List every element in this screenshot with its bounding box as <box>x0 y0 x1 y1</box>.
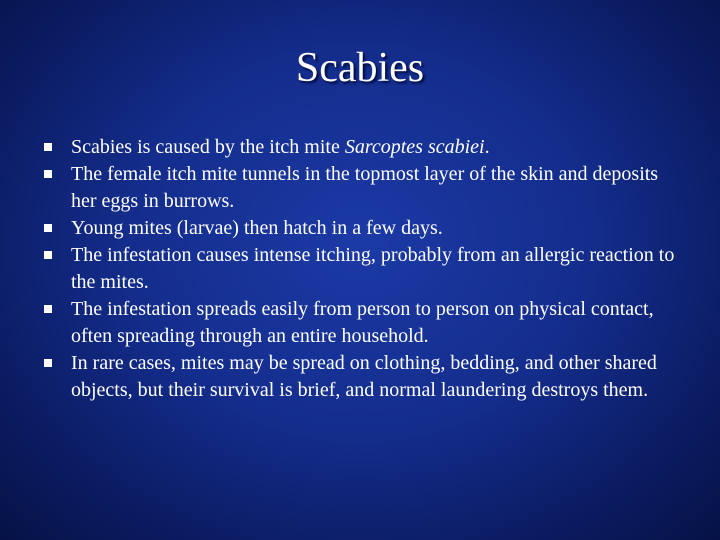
bullet-text: Young mites (larvae) then hatch in a few days. <box>71 217 443 239</box>
square-bullet-icon <box>44 170 52 178</box>
list-item <box>40 134 680 161</box>
bullet-text: The infestation spreads easily from person to person on physical contact, often spreading through an entire household. <box>71 298 654 347</box>
bullet-text: The female itch mite tunnels in the topmost layer of the skin and deposits her eggs in burrows. <box>71 163 659 212</box>
bullet-text: In rare cases, mites may be spread on clothing, bedding, and other shared objects, but their survival is brief, and normal laundering destroys them. <box>71 352 657 401</box>
square-bullet-icon <box>44 224 52 232</box>
list-item <box>40 296 680 350</box>
list-item <box>40 242 680 296</box>
square-bullet-icon <box>44 359 52 367</box>
bullet-text: Scabies is caused by the itch mite Sarcoptes scabiei. <box>71 136 490 158</box>
list-item <box>40 161 680 215</box>
square-bullet-icon <box>44 305 52 313</box>
square-bullet-icon <box>44 143 52 151</box>
bullet-text: The infestation causes intense itching, probably from an allergic reaction to the mites. <box>71 244 675 293</box>
bullet-list <box>40 134 680 404</box>
slide-title: Scabies <box>295 45 425 91</box>
square-bullet-icon <box>44 251 52 259</box>
species-name: Sarcoptes scabiei <box>344 136 485 158</box>
list-item <box>40 350 680 404</box>
list-item <box>40 215 680 242</box>
